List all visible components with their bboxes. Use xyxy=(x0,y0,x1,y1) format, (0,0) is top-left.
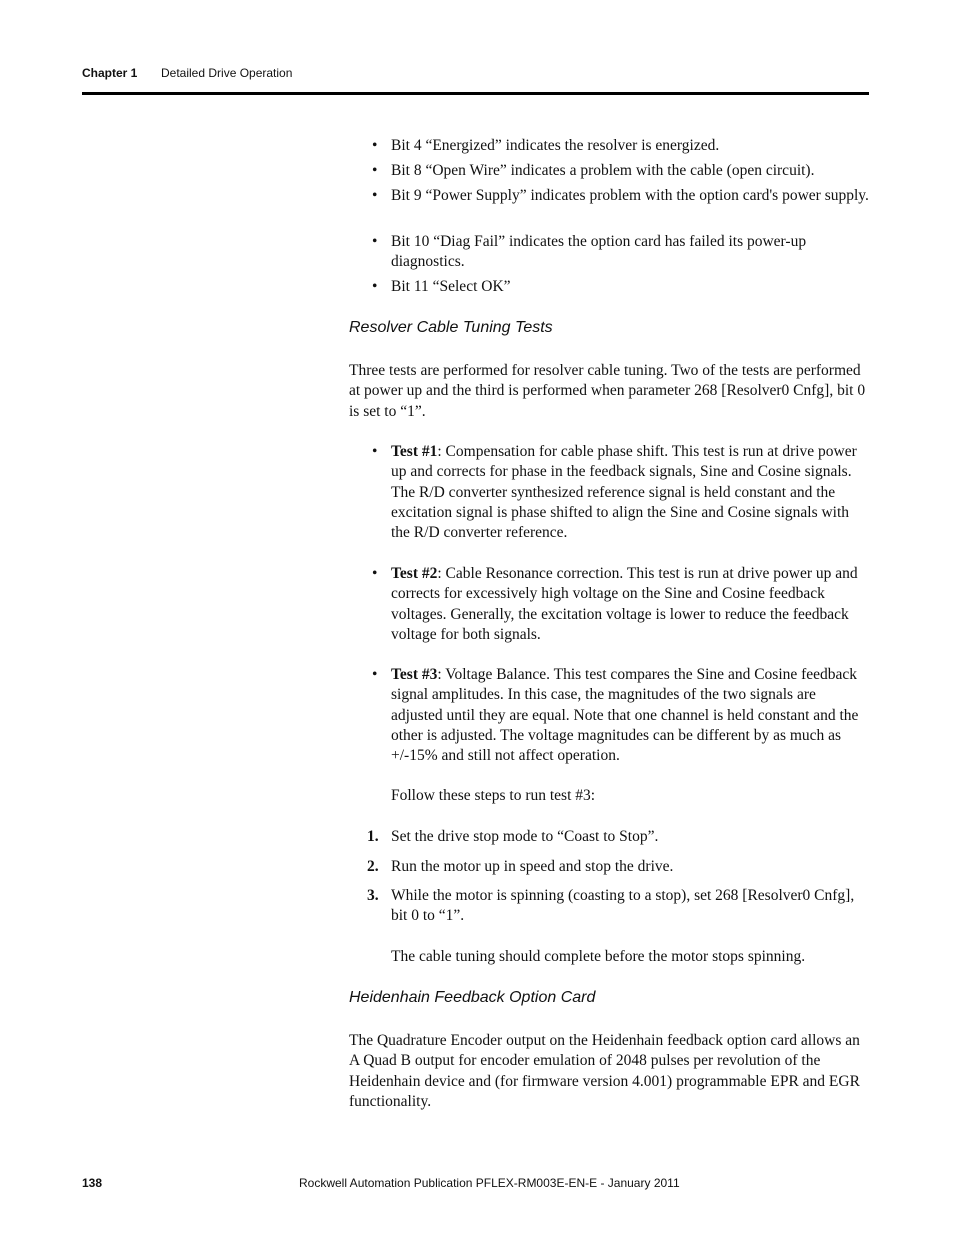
step-number: 1. xyxy=(367,828,379,845)
bullet-text: Bit 10 “Diag Fail” indicates the option card has failed its power-up diagnostics. xyxy=(391,233,807,271)
step-number: 3. xyxy=(367,887,379,904)
test-label: Test #1 xyxy=(391,443,438,460)
test-label: Test #3 xyxy=(391,666,438,683)
heidenhain-text: The Quadrature Encoder output on the Heidenhain feedback option card allows an A Quad B output for encoder emulation of 2048 pulses per revolution of the Heidenhain device and (for firmware version 4.001) programmable EPR and EGR functionality. xyxy=(349,1032,860,1110)
bullet-text: Bit 4 “Energized” indicates the resolver is energized. xyxy=(391,137,720,154)
bullet-marker: • xyxy=(372,162,378,179)
bullet-item xyxy=(372,161,869,181)
bullet-item xyxy=(372,232,869,273)
step-result: The cable tuning should complete before the motor stops spinning. xyxy=(391,948,806,965)
chapter-title: Detailed Drive Operation xyxy=(161,66,293,80)
test-item xyxy=(372,442,869,543)
test-text: : Cable Resonance correction. This test is run at drive power up and corrects for excessively high voltage on the Sine and Cosine feedback voltages. Generally, the excitation voltage is lower to reduce the feedback voltage for both signals. xyxy=(391,565,858,643)
bullet-marker: • xyxy=(372,233,378,250)
bullet-marker: • xyxy=(372,278,378,295)
publication-info: Rockwell Automation Publication PFLEX-RM003E-EN-E - January 2011 xyxy=(299,1176,680,1190)
bullet-item xyxy=(372,186,869,206)
test-text: : Voltage Balance. This test compares the Sine and Cosine feedback signal amplitudes. In this case, the magnitudes of the two signals are adjusted until they are equal. Note that one channel is held constant and the other is adjusted. The voltage magnitudes can be different by as much as +/-15% and still not affect operation. xyxy=(391,666,859,765)
bullet-marker: • xyxy=(372,443,378,460)
bullet-item xyxy=(372,277,869,297)
test-item xyxy=(372,665,869,766)
resolver-intro: Three tests are performed for resolver cable tuning. Two of the tests are performed at power up and the third is performed when parameter 268 [Resolver0 Cnfg], bit 0 is set to “1”. xyxy=(349,362,866,420)
bullet-item xyxy=(372,136,869,156)
chapter-label: Chapter 1 xyxy=(82,66,138,80)
bullet-marker: • xyxy=(372,666,378,683)
step-item xyxy=(367,827,869,847)
page-header xyxy=(82,66,869,95)
step-number: 2. xyxy=(367,858,379,875)
bullet-marker: • xyxy=(372,137,378,154)
bullet-marker: • xyxy=(372,187,378,204)
step-text: Run the motor up in speed and stop the drive. xyxy=(391,858,674,875)
step-item xyxy=(367,886,869,927)
bullet-text: Bit 8 “Open Wire” indicates a problem with the cable (open circuit). xyxy=(391,162,815,179)
bullet-marker: • xyxy=(372,565,378,582)
bullet-text: Bit 11 “Select OK” xyxy=(391,278,511,295)
steps-intro: Follow these steps to run test #3: xyxy=(391,787,596,804)
bullet-text: Bit 9 “Power Supply” indicates problem with the option card's power supply. xyxy=(391,187,869,204)
resolver-heading: Resolver Cable Tuning Tests xyxy=(349,319,553,336)
step-item xyxy=(367,857,869,877)
step-text: Set the drive stop mode to “Coast to Stop”. xyxy=(391,828,659,845)
test-text: : Compensation for cable phase shift. This test is run at drive power up and corrects for phase in the feedback signals, Sine and Cosine signals. The R/D converter synthesized reference signal is held constant and the excitation signal is phase shifted to align the Sine and Cosine signals with the R/D converter reference. xyxy=(391,443,857,542)
step-text: While the motor is spinning (coasting to a stop), set 268 [Resolver0 Cnfg], bit 0 to “1”. xyxy=(391,887,855,925)
test-item xyxy=(372,564,869,645)
heidenhain-heading: Heidenhain Feedback Option Card xyxy=(349,989,596,1006)
test-label: Test #2 xyxy=(391,565,438,582)
page-number: 138 xyxy=(82,1176,103,1190)
